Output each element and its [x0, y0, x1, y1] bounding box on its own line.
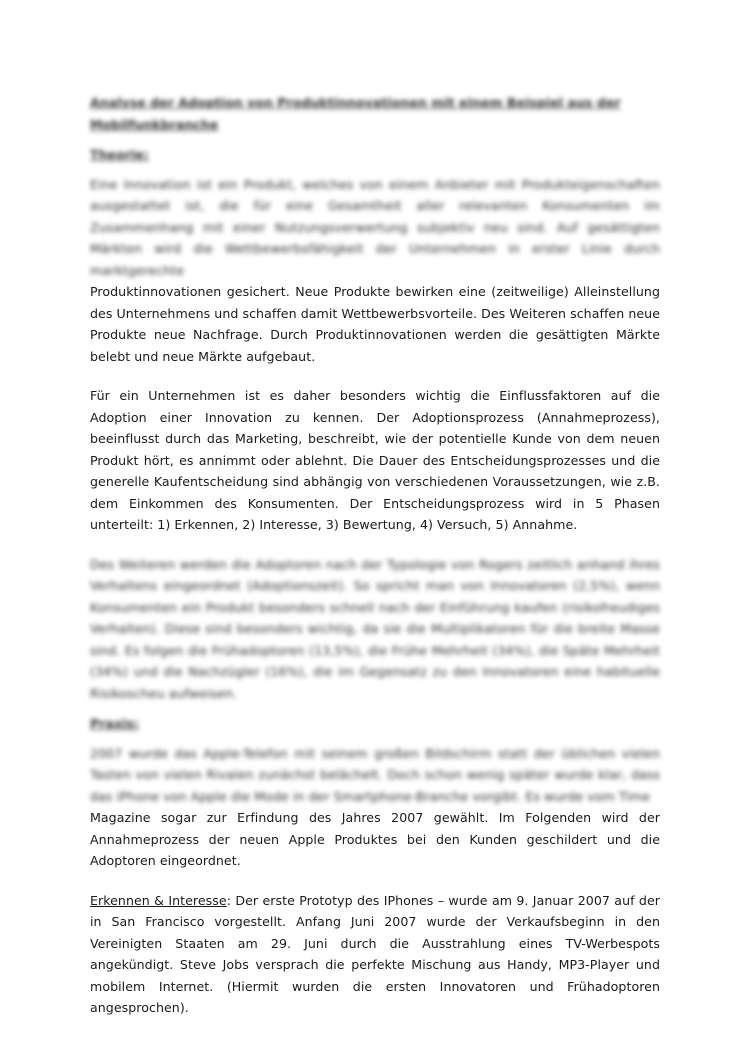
paragraph-5: [90, 890, 660, 1019]
paragraph-5-label: Erkennen & Interesse: [90, 892, 227, 908]
section-heading-theorie: Theorie:: [90, 147, 149, 162]
paragraph-4-blurred: 2007 wurde das Apple-Telefon mit seinem großen Bildschirm statt der üblichen vielen Tasten von vielen Rivalen zunächst belächelt. Doch schon wenig später wurde klar, dass das iPhone von Apple die Mode in der Smartphone-Branche vorgibt. Es wurde vom Time: [90, 745, 660, 804]
paragraph-5-text: : Der erste Prototyp des IPhones – wurde am 9. Januar 2007 auf der in San Francisco vorgestellt. Anfang Juni 2007 wurde der Verkaufsbeginn in den Vereinigten Staaten am 29. Juni durch die Ausstrahlung eines TV-Werbespots angekündigt. Steve Jobs versprach die perfekte Mischung aus Handy, MP3-Player und mobilem Internet. (Hiermit wurden die ersten Innovatoren und Frühadoptoren angesprochen).: [90, 892, 660, 1015]
paragraph-1-visible: Produktinnovationen gesichert. Neue Produkte bewirken eine (zeitweilige) Alleinstellung des Unternehmens und schaffen damit Wettbewerbsvorteile. Des Weiteren schaffen neue Produkte neue Nachfrage. Durch Produktinnovationen werden die gesättigten Märkte belebt und neue Märkte aufgebaut.: [90, 284, 660, 364]
paragraph-1-blurred: Eine Innovation ist ein Produkt, welches von einem Anbieter mit Produkteigenschaften ausgestattet ist, die für eine Gesamtheit aller relevanten Konsumenten im Zusammenhang mit einer Nutzungsverwertung subjektiv neu sind. Auf gesättigten Märkten wird die Wettbewerbsfähigkeit der Unternehmen in erster Linie durch marktgerechte: [90, 176, 660, 278]
paragraph-2: Für ein Unternehmen ist es daher besonders wichtig die Einflussfaktoren auf die Adoption einer Innovation zu kennen. Der Adoptionsprozess (Annahmeprozess), beeinflusst durch das Marketing, beschreibt, wie der potentielle Kunde von dem neuen Produkt hört, es annimmt oder ablehnt. Die Dauer des Entscheidungsprozesses und die generelle Kaufentscheidung sind abhängig von verschiedenen Voraussetzungen, wie z.B. dem Einkommen des Konsumenten. Der Entscheidungsprozess wird in 5 Phasen unterteilt: 1) Erkennen, 2) Interesse, 3) Bewertung, 4) Versuch, 5) Annahme.: [90, 388, 660, 532]
blurred-header: [90, 92, 660, 166]
paragraph-3-blurred: Des Weiteren werden die Adoptoren nach der Typologie von Rogers zeitlich anhand ihres Verhaltens eingeordnet (Adoptionszeit). So spricht man von Innovatoren (2,5%), wenn Konsumenten ein Produkt besonders schnell nach der Einführung kaufen (risikofreudiges Verhalten). Diese sind besonders wichtig, da sie die Multiplikatoren für die breite Masse sind. Es folgen die Frühadoptoren (13,5%), die Frühe Mehrheit (34%), die Späte Mehrheit (34%) und die Nachzügler (16%), die im Gegensatz zu den Innovatoren eine habituelle Risikoscheu aufweisen.: [90, 556, 660, 701]
paragraph-4-visible: Magazine sogar zur Erfindung des Jahres 2007 gewählt. Im Folgenden wird der Annahmeprozess der neuen Apple Produktes bei den Kunden geschildert und die Adoptoren eingeordnet.: [90, 810, 660, 868]
section-heading-praxis: Praxis:: [90, 716, 139, 731]
document-title: Analyse der Adoption von Produktinnovationen mit einem Beispiel aus der Mobilfunkbranche: [90, 95, 621, 132]
